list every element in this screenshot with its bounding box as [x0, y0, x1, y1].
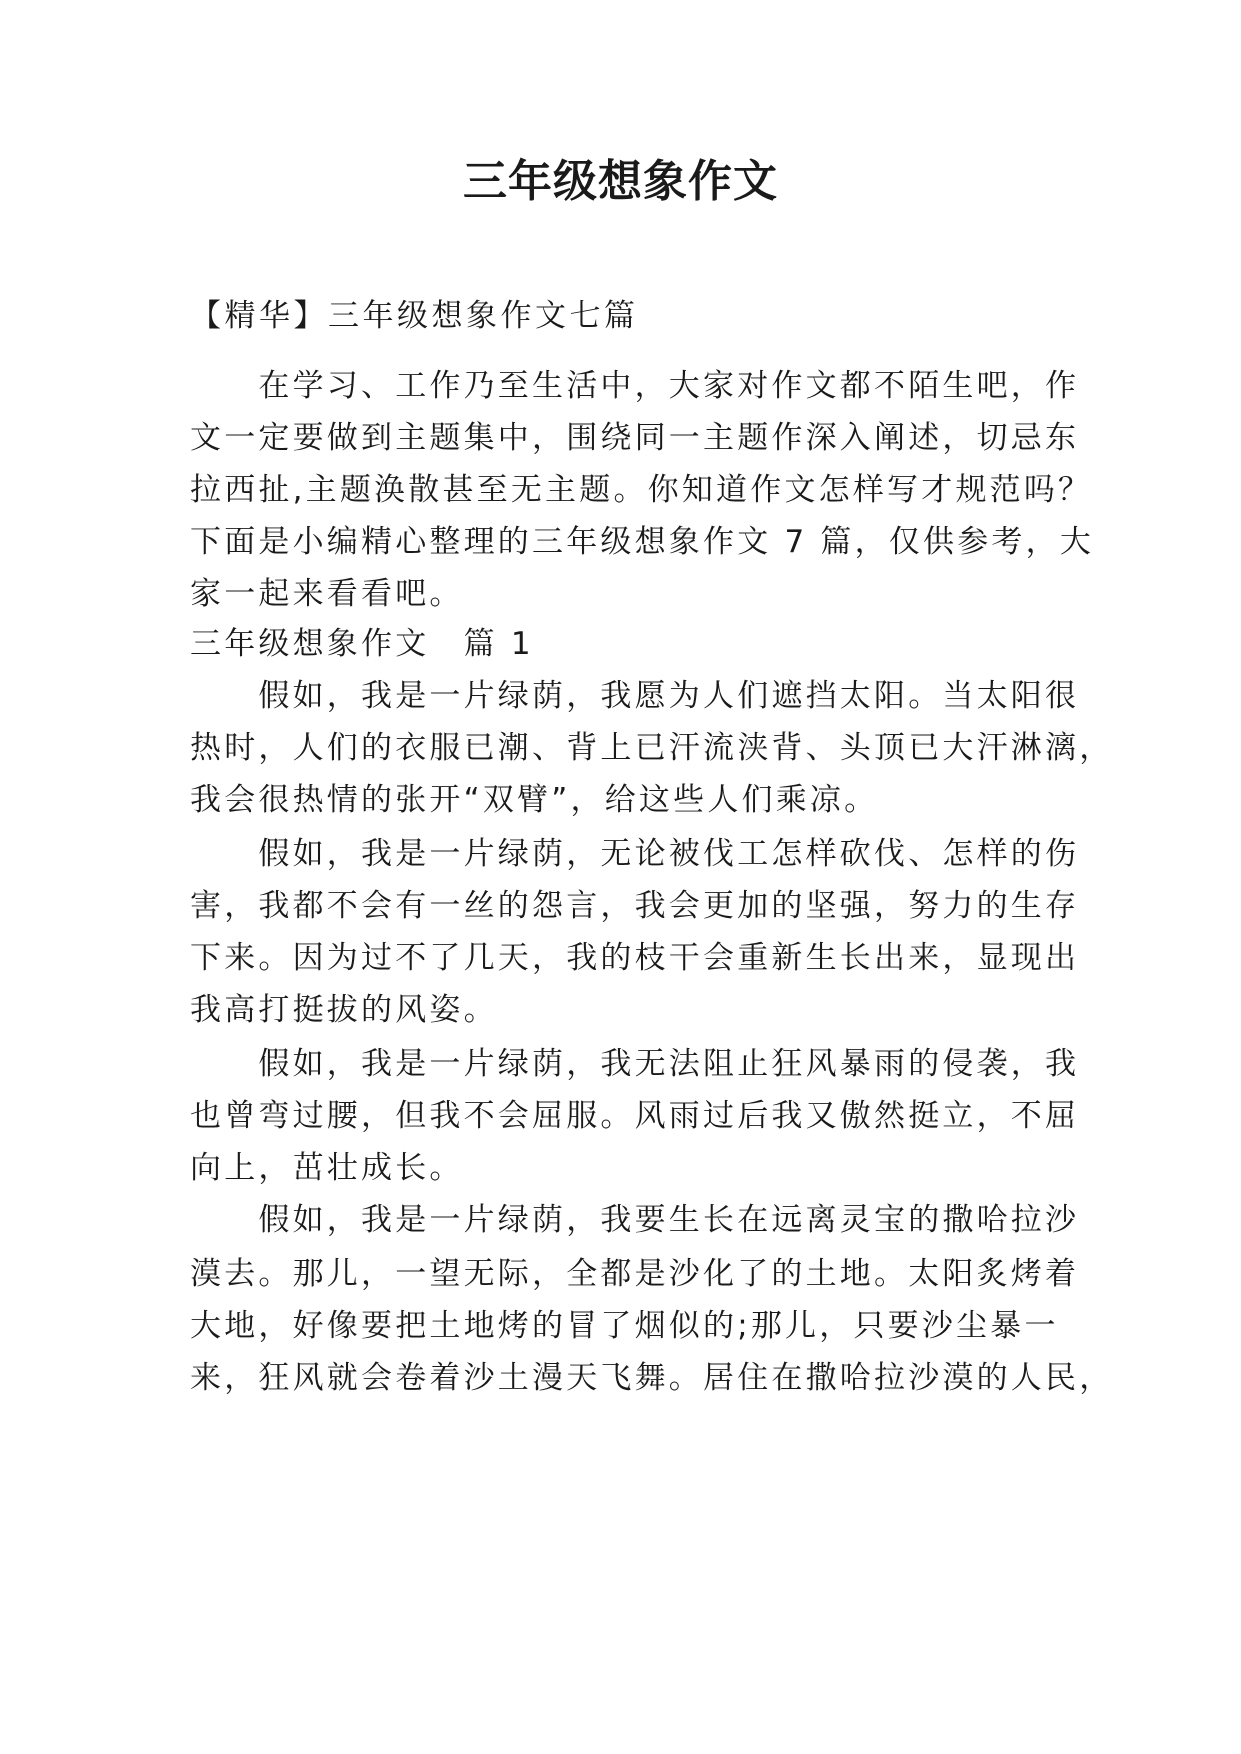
document-subtitle: 【精华】三年级想象作文七篇 — [190, 298, 639, 334]
body-line: 热时，人们的衣服已潮、背上已汗流浃背、头顶已大汗淋漓， — [190, 730, 1114, 766]
body-line: 文一定要做到主题集中，围绕同一主题作深入阐述，切忌东 — [190, 420, 1080, 456]
body-line: 假如，我是一片绿荫，我要生长在远离灵宝的撒哈拉沙 — [190, 1202, 1080, 1238]
body-line: 也曾弯过腰，但我不会屈服。风雨过后我又傲然挺立，不屈 — [190, 1098, 1080, 1134]
section-heading: 三年级想象作文 篇 1 — [190, 626, 534, 662]
body-line: 下来。因为过不了几天，我的枝干会重新生长出来，显现出 — [190, 940, 1080, 976]
body-line: 害，我都不会有一丝的怨言，我会更加的坚强，努力的生存 — [190, 888, 1080, 924]
body-line: 假如，我是一片绿荫，我愿为人们遮挡太阳。当太阳很 — [190, 678, 1080, 714]
body-line: 家一起来看看吧。 — [190, 576, 464, 612]
body-line: 假如，我是一片绿荫，无论被伐工怎样砍伐、怎样的伤 — [190, 836, 1080, 872]
document-title: 三年级想象作文 — [463, 156, 778, 207]
body-line: 我会很热情的张开“双臂”，给这些人们乘凉。 — [190, 782, 879, 818]
body-line: 漠去。那儿，一望无际，全都是沙化了的土地。太阳炙烤着 — [190, 1256, 1080, 1292]
body-line: 我高打挺拔的风姿。 — [190, 992, 498, 1028]
body-line: 来，狂风就会卷着沙土漫天飞舞。居住在撒哈拉沙漠的人民， — [190, 1360, 1114, 1396]
body-line: 拉西扯,主题涣散甚至无主题。你知道作文怎样写才规范吗？ — [190, 472, 1093, 508]
body-line: 大地，好像要把土地烤的冒了烟似的;那儿，只要沙尘暴一 — [190, 1308, 1059, 1344]
body-line: 向上，茁壮成长。 — [190, 1150, 464, 1186]
body-line: 在学习、工作乃至生活中，大家对作文都不陌生吧，作 — [190, 368, 1080, 404]
body-line: 假如，我是一片绿荫，我无法阻止狂风暴雨的侵袭，我 — [190, 1046, 1080, 1082]
body-line: 下面是小编精心整理的三年级想象作文 7 篇，仅供参考，大 — [190, 524, 1095, 560]
